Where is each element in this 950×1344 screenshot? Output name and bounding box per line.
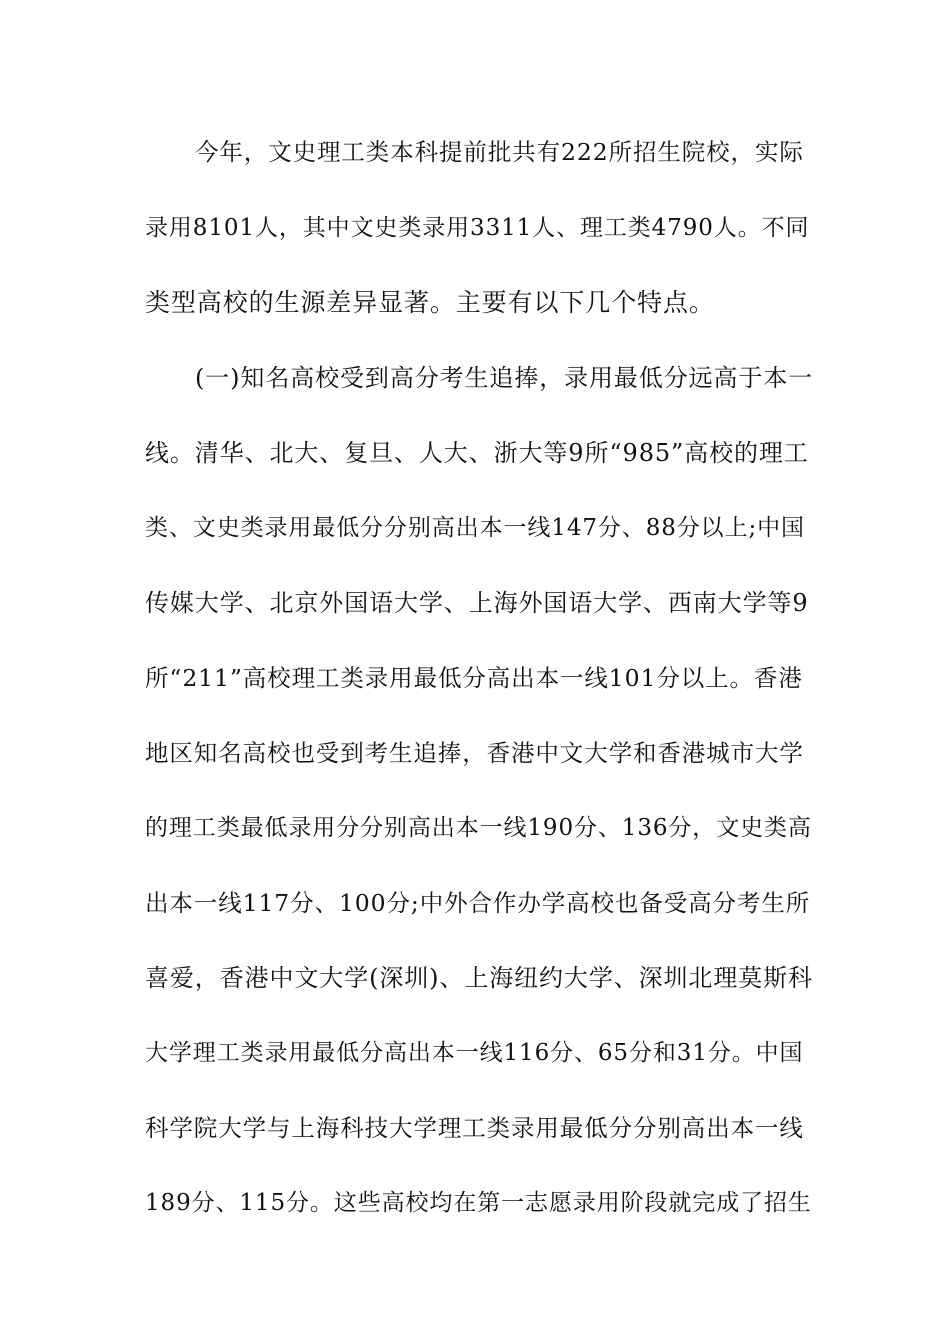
paragraph-2-line-7: 的理工类最低录用分分别高出本一线190分、136分，文史类高 xyxy=(145,815,812,841)
paragraph-2-line-6: 地区知名高校也受到考生追捧，香港中文大学和香港城市大学 xyxy=(145,739,804,767)
paragraph-2-line-2: 线。清华、北大、复旦、人大、浙大等9所“985”高校的理工 xyxy=(145,439,809,467)
paragraph-2-line-1: (一)知名高校受到高分考生追捧，录用最低分远高于本一 xyxy=(195,364,814,392)
paragraph-1-line-1: 今年，文史理工类本科提前批共有222所招生院校，实际 xyxy=(195,138,804,166)
paragraph-2-line-11: 科学院大学与上海科技大学理工类录用最低分分别高出本一线 xyxy=(145,1114,804,1142)
paragraph-2-line-3: 类、文史类录用最低分分别高出本一线147分、88分以上;中国 xyxy=(145,515,805,541)
paragraph-2-line-12: 189分、115分。这些高校均在第一志愿录用阶段就完成了招生 xyxy=(145,1190,812,1216)
paragraph-1-line-2: 录用8101人，其中文史类录用3311人、理工类4790人。不同 xyxy=(145,215,810,241)
paragraph-1-line-3: 类型高校的生源差异显著。主要有以下几个特点。 xyxy=(145,288,715,317)
paragraph-2-line-5: 所“211”高校理工类录用最低分高出本一线101分以上。香港 xyxy=(145,664,803,692)
paragraph-2-line-9: 喜爱，香港中文大学(深圳)、上海纽约大学、深圳北理莫斯科 xyxy=(145,964,813,992)
paragraph-2-line-4: 传媒大学、北京外国语大学、上海外国语大学、西南大学等9 xyxy=(145,589,809,617)
paragraph-2-line-10: 大学理工类录用最低分高出本一线116分、65分和31分。中国 xyxy=(145,1040,804,1066)
paragraph-2-line-8: 出本一线117分、100分;中外合作办学高校也备受高分考生所 xyxy=(145,889,811,917)
